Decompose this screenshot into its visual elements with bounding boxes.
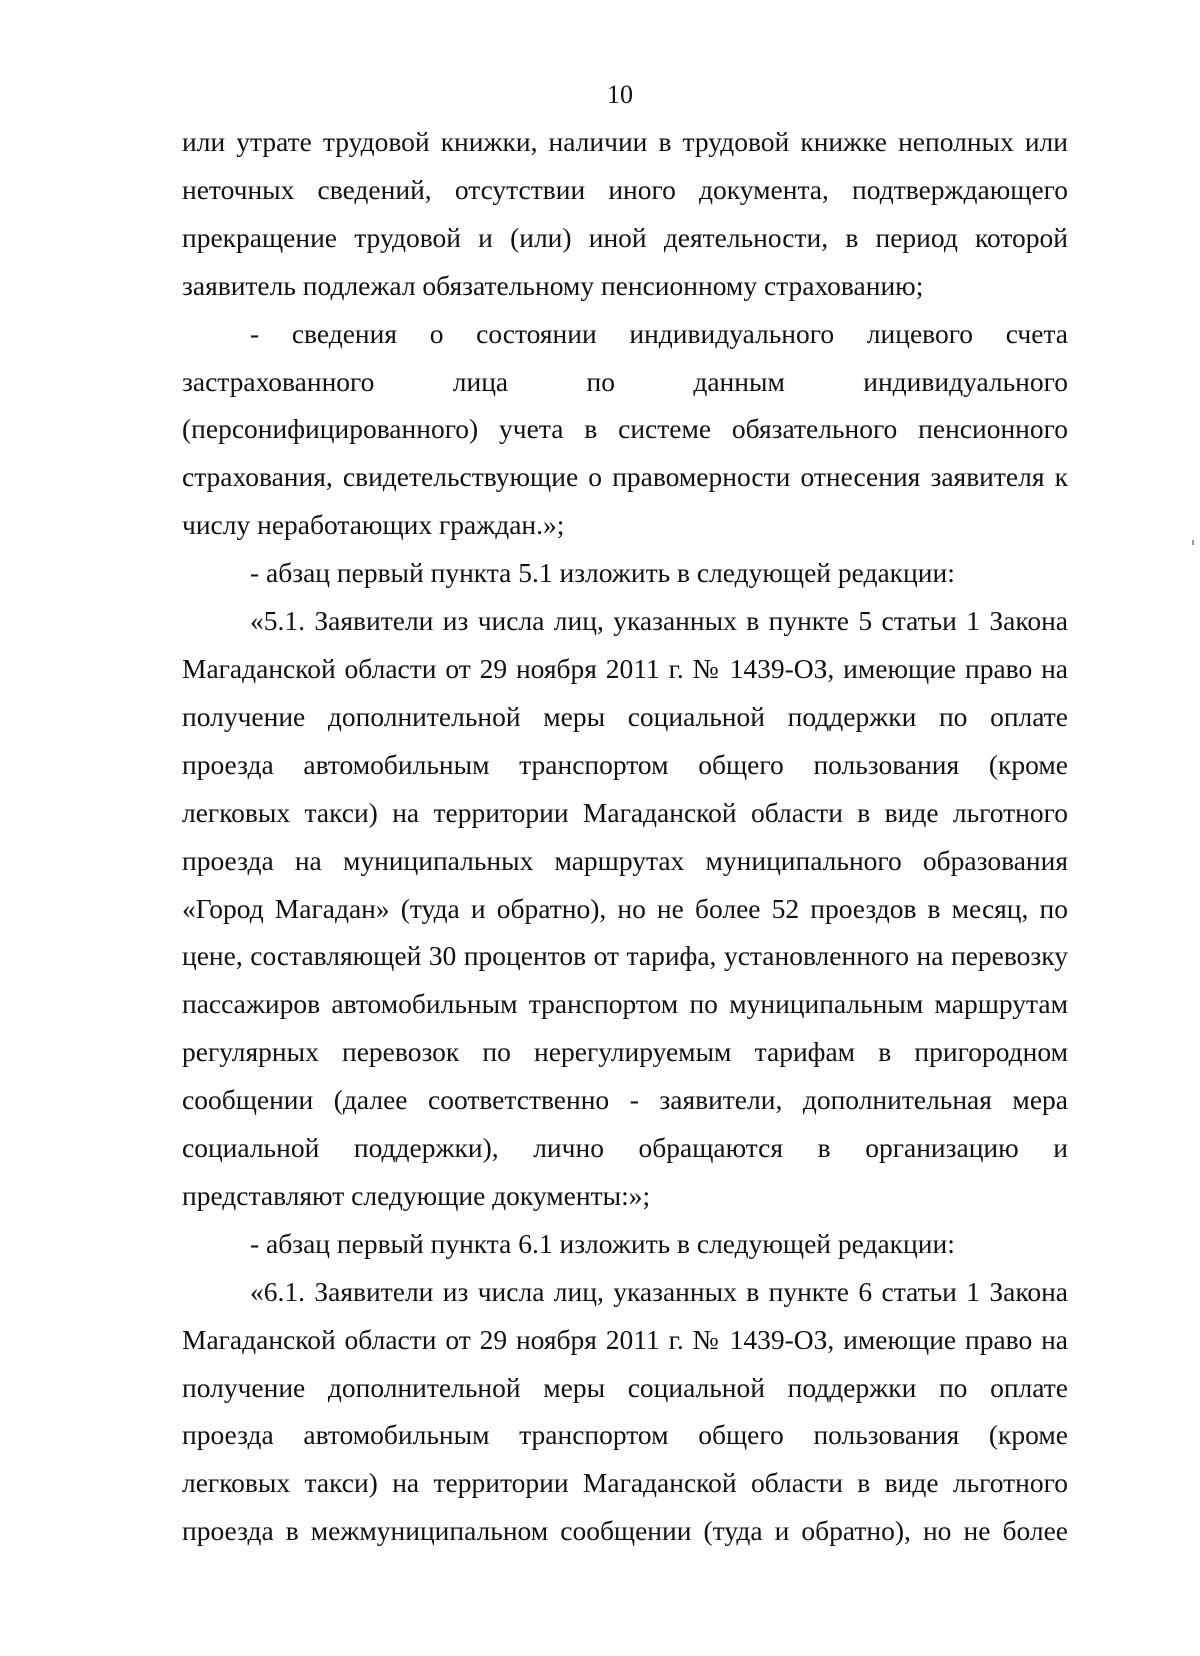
document-body	[182, 118, 1068, 1555]
paragraph-continuation: или утрате трудовой книжки, наличии в трудовой книжке неполных или неточных сведений, отсутствии иного документа, подтверждающего прекращение трудовой и (или) иной деятельности, в период которой заявитель подлежал обязательному пенсионному страхованию;	[182, 126, 1068, 301]
paragraph-amendment-5-1-intro: - абзац первый пункта 5.1 изложить в следующей редакции:	[250, 557, 955, 589]
page-number: 10	[607, 80, 633, 109]
paragraph-clause-5-1: «5.1. Заявители из числа лиц, указанных в пункте 5 статьи 1 Закона Магаданской области от 29 ноября 2011 г. № 1439-ОЗ, имеющие право на получение дополнительной меры социальной поддержки по оплате проезда автомобильным транспортом общего пользования (кроме легковых такси) на территории Магаданской области в виде льготного проезда на муниципальных маршрутах муниципального образования «Город Магадан» (туда и обратно), но не более 52 проездов в месяц, по цене, составляющей 30 процентов от тарифа, установленного на перевозку пассажиров автомобильным транспортом по муниципальным маршрутам регулярных перевозок по нерегулируемым тарифам в пригородном сообщении (далее соответственно - заявители, дополнительная мера социальной поддержки), лично обращаются в организацию и представляют следующие документы:»;	[182, 605, 1068, 1211]
paragraph-personal-account-info: - сведения о состоянии индивидуального лицевого счета застрахованного лица по данным индивидуального (персонифицированного) учета в системе обязательного пенсионного страхования, свидетельствующие о правомерности отнесения заявителя к числу неработающих граждан.»;	[182, 317, 1068, 541]
paragraph-amendment-6-1-intro: - абзац первый пункта 6.1 изложить в следующей редакции:	[250, 1227, 955, 1259]
scan-speck	[1192, 540, 1194, 545]
paragraph-clause-6-1: «6.1. Заявители из числа лиц, указанных в пункте 6 статьи 1 Закона Магаданской области от 29 ноября 2011 г. № 1439-ОЗ, имеющие право на получение дополнительной меры социальной поддержки по оплате проезда автомобильным транспортом общего пользования (кроме легковых такси) на территории Магаданской области в виде льготного проезда в межмуниципальном сообщении (туда и обратно), но не более	[182, 1275, 1068, 1547]
